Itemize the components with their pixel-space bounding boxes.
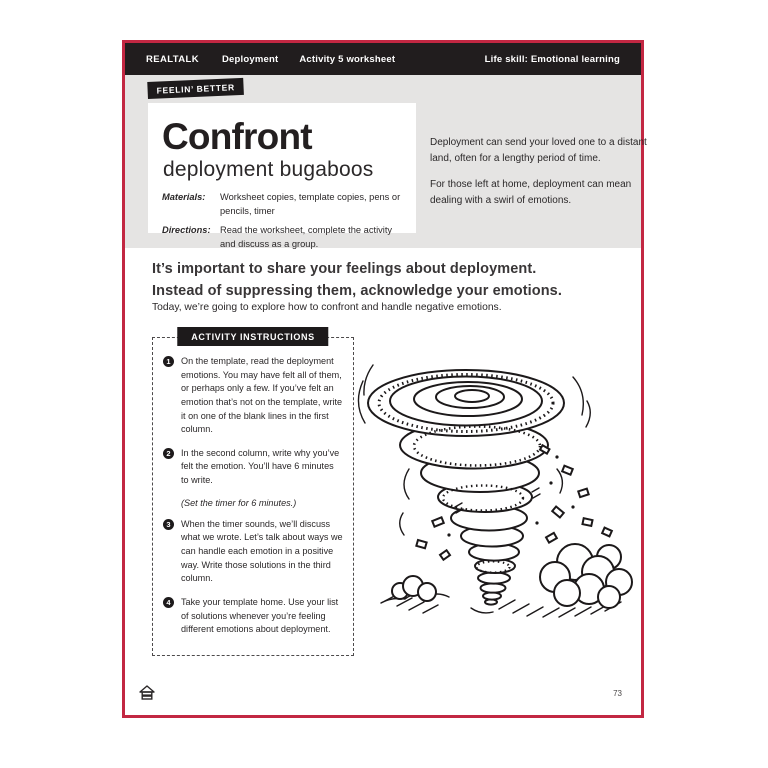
header-life-skill: Life skill: Emotional learning — [484, 53, 620, 65]
intro-line-1: It’s important to share your feelings about deployment. — [152, 261, 537, 277]
materials-row — [162, 191, 402, 219]
materials-text: Worksheet copies, template copies, pens or pencils, timer — [220, 192, 401, 216]
step-4-text: Take your template home. Use your list of solutions whenever you’re feeling different emotions about deployment. — [181, 596, 339, 635]
step-4 — [162, 596, 343, 637]
header-item-worksheet: Activity 5 worksheet — [299, 53, 396, 65]
page-title: Confront — [162, 116, 312, 157]
aside-paragraph-1: Deployment can send your loved one to a distant land, often for a lengthy period of time. — [430, 137, 647, 164]
page-number: 73 — [613, 689, 622, 698]
lede-text: Today, we’re going to explore how to confront and handle negative emotions. — [152, 302, 502, 313]
step-3-text: When the timer sounds, we’ll discuss what we wrote. Let’s talk about ways we can handle each emotion in a positive way. Write those solutions in the third column. — [181, 518, 343, 584]
step-2-number: 2 — [163, 448, 174, 459]
header-bar — [125, 43, 641, 75]
step-2 — [162, 447, 343, 488]
intro-line-2: Instead of suppressing them, acknowledge your emotions. — [152, 282, 562, 299]
title-card — [148, 103, 416, 249]
directions-label: Directions: — [162, 224, 211, 235]
header-item-deployment: Deployment — [221, 53, 279, 65]
materials-label: Materials: — [162, 192, 206, 202]
worksheet-page — [122, 40, 647, 718]
feelin-better-tag: FEELIN’ BETTER — [147, 78, 244, 99]
step-1 — [162, 355, 343, 437]
activity-instructions-title: ACTIVITY INSTRUCTIONS — [177, 327, 328, 346]
step-2-text: In the second column, write why you’ve felt the emotion. You’ll have 6 minutes to write. — [181, 447, 340, 486]
timer-note: (Set the timer for 6 minutes.) — [181, 497, 297, 508]
intro-statement — [152, 259, 562, 303]
step-3 — [162, 518, 343, 586]
step-3-number: 3 — [163, 519, 174, 530]
activity-instructions-box — [152, 332, 354, 656]
body-section — [125, 248, 641, 681]
tornado-illustration-icon — [351, 351, 635, 619]
house-icon — [138, 684, 156, 702]
brand-realtalk: REALTALK — [146, 53, 199, 65]
hero-section — [125, 75, 647, 249]
aside-paragraph-2: For those left at home, deployment can mean dealing with a swirl of emotions. — [430, 179, 632, 206]
directions-text: Read the worksheet, complete the activity and discuss as a group. — [220, 224, 393, 249]
hero-aside — [430, 135, 648, 219]
step-4-number: 4 — [163, 597, 174, 608]
step-1-text: On the template, read the deployment emotions. You may have felt all of them, or perhaps only a few. If you’ve felt an emotion that’s not on the template, write it on one of the blank lines in the first column. — [181, 356, 343, 435]
page-subtitle: deployment bugaboos — [163, 158, 374, 181]
step-1-number: 1 — [163, 356, 174, 367]
